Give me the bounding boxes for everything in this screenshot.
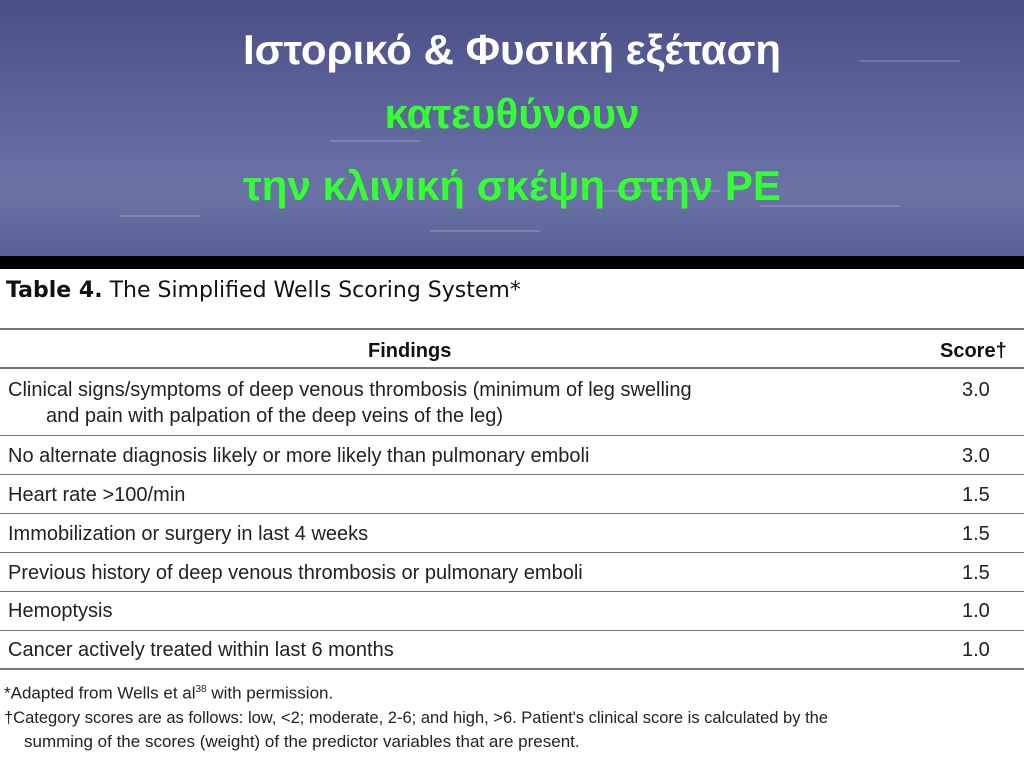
row-divider <box>0 435 1024 436</box>
table-row-finding: Hemoptysis <box>8 600 113 622</box>
table-row-score: 1.0 <box>962 600 990 622</box>
column-header-score: Score† <box>940 340 1007 362</box>
row-divider <box>0 591 1024 592</box>
row-divider <box>0 630 1024 631</box>
footnote-adapted <box>4 678 1024 706</box>
table-caption <box>6 278 521 303</box>
row-divider <box>0 513 1024 514</box>
table-row-finding: Heart rate >100/min <box>8 484 186 506</box>
table-row-score: 3.0 <box>962 445 990 467</box>
row-divider <box>0 474 1024 475</box>
table-header-rule <box>0 367 1024 369</box>
slide-title-line2: κατευθύνουν <box>384 90 640 137</box>
table-row-finding: Clinical signs/symptoms of deep venous thrombosis (minimum of leg swelling <box>8 379 692 401</box>
table-row-score: 3.0 <box>962 379 990 401</box>
row-divider <box>0 552 1024 553</box>
table-row-score: 1.5 <box>962 523 990 545</box>
table-label: Table 4. <box>6 278 103 303</box>
footnote-adapted-tail: with permission. <box>206 683 334 703</box>
footnote-category-scores-continuation: summing of the scores (weight) of the predictor variables that are present. <box>24 731 580 751</box>
table-footnotes <box>4 678 1024 754</box>
footnote-reference: 38 <box>195 684 207 695</box>
table-row-score: 1.0 <box>962 639 990 661</box>
decorative-streak <box>330 140 420 142</box>
footnote-adapted-text: *Adapted from Wells et al <box>4 683 196 703</box>
table-top-rule <box>0 328 1024 330</box>
table-row-score: 1.5 <box>962 484 990 506</box>
table-row-finding: Immobilization or surgery in last 4 weeks <box>8 523 369 545</box>
table-row-finding-continuation: and pain with palpation of the deep veins of the leg) <box>46 405 503 427</box>
decorative-streak <box>120 215 200 217</box>
table-bottom-rule <box>0 668 1024 670</box>
footnote-category-scores: †Category scores are as follows: low, <2; moderate, 2-6; and high, >6. Patient's clinical score is calculated by the <box>4 708 829 727</box>
slide-title-line3: την κλινική σκέψη στην PE <box>243 162 781 209</box>
slide-title-line1: Ιστορικό & Φυσική εξέταση <box>242 26 782 73</box>
table-caption-text: The Simplified Wells Scoring System* <box>109 278 521 303</box>
table-row-finding: Cancer actively treated within last 6 months <box>8 639 394 661</box>
decorative-streak <box>430 230 540 232</box>
slide-header <box>0 0 1024 256</box>
table-row-score: 1.5 <box>962 562 990 584</box>
column-header-findings: Findings <box>368 340 452 362</box>
table-row-finding: Previous history of deep venous thrombosis or pulmonary emboli <box>8 562 583 584</box>
table-row-finding: No alternate diagnosis likely or more likely than pulmonary emboli <box>8 445 590 467</box>
header-divider <box>0 256 1024 269</box>
